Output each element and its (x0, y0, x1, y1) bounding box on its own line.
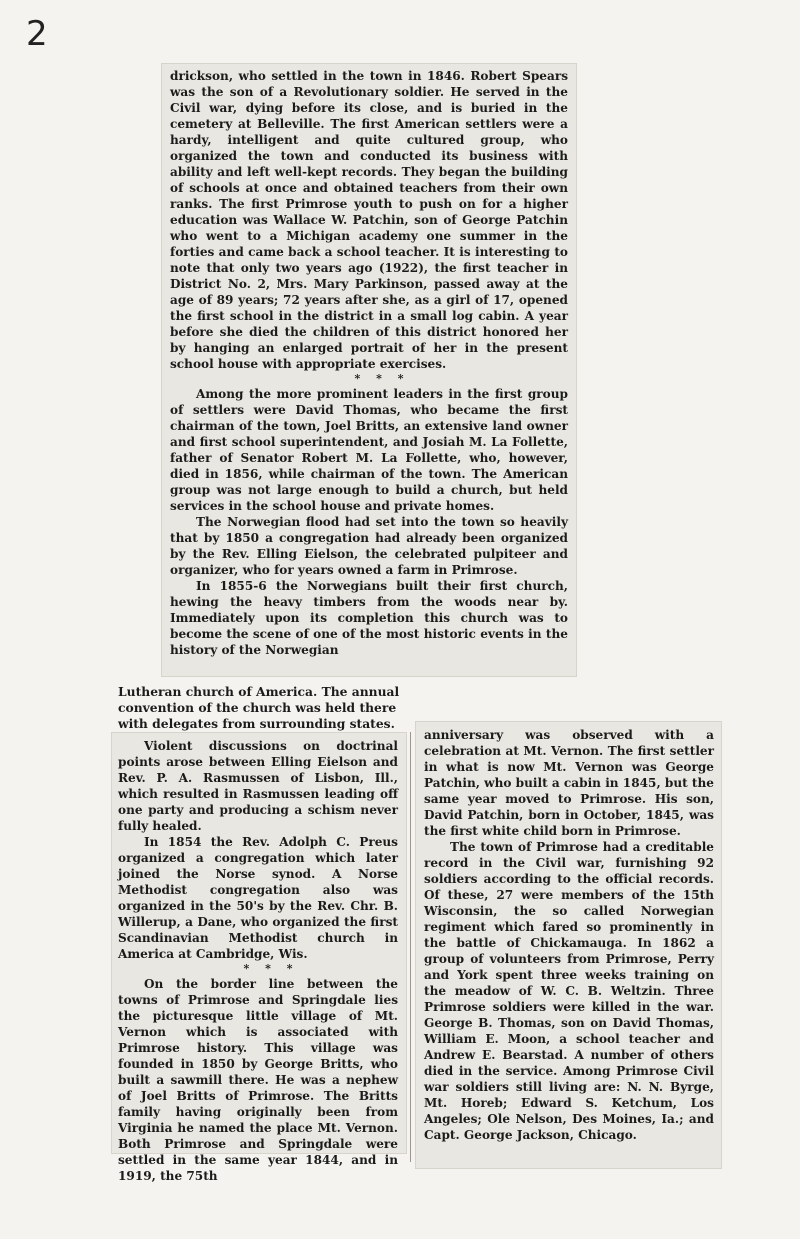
page-number: 2 (26, 14, 48, 54)
paragraph: Violent discussions on doctrinal points arose between Elling Eielson and Rev. P. A. Rasmussen of Lisbon, Ill., which resulted in Rasmussen leading off one party and producing a schism never fully healed. (118, 739, 398, 833)
paragraph: Among the more prominent leaders in the first group of settlers were David Thomas, who became the first chairman of the town, Joel Britts, an extensive land owner and first school superintendent, and Josiah M. La Follette, father of Senator Robert M. La Follette, who, however, died in 1856, while chairman of the town. The American group was not large enough to build a church, but held services in the school house and private homes. (170, 387, 568, 513)
paragraph: Lutheran church of America. The annual convention of the church was held there with delegates from surrounding states. (118, 684, 400, 732)
paragraph: The town of Primrose had a creditable record in the Civil war, furnishing 92 soldiers according to the official records. Of these, 27 were members of the 15th Wisconsin, the so called Norwegian regiment which fared so prominently in the battle of Chickamauga. In 1862 a group of volunteers from Primrose, Perry and York spent three weeks training on the meadow of W. C. B. Weltzin. Three Primrose soldiers were killed in the war. George B. Thomas, son on David Thomas, William E. Moon, a school teacher and Andrew E. Bearstad. A number of others died in the service. Among Primrose Civil war soldiers still living are: N. N. Byrge, Mt. Horeb; Edward S. Ketchum, Los Angeles; Ole Nelson, Des Moines, Ia.; and Capt. George Jackson, Chicago. (424, 840, 714, 1142)
paragraph: anniversary was observed with a celebration at Mt. Vernon. The first settler in what is now Mt. Vernon was George Patchin, who built a cabin in 1845, but the same year moved to Primrose. His son, David Patchin, born in October, 1845, was the first white child born in Primrose. (424, 728, 714, 838)
column-rule (410, 732, 411, 1162)
article-left-column (118, 738, 398, 1184)
paragraph: The Norwegian flood had set into the town so heavily that by 1850 a congregation had already been organized by the Rev. Elling Eielson, the celebrated pulpiteer and organizer, who for years owned a farm in Primrose. (170, 515, 568, 577)
article-right-column (424, 727, 714, 1143)
paragraph: In 1854 the Rev. Adolph C. Preus organized a congregation which later joined the Norse synod. A Norse Methodist congregation also was organized in the 50's by the Rev. Chr. B. Willerup, a Dane, who organized the first Scandinavian Methodist church in America at Cambridge, Wis. (118, 835, 398, 961)
article-top-column (170, 68, 568, 658)
article-band (118, 684, 418, 733)
paragraph: In 1855-6 the Norwegians built their first church, hewing the heavy timbers from the woods near by. Immediately upon its completion this church was to become the scene of one of the most historic events in the history of the Norwegian (170, 579, 568, 657)
section-divider: * * * (243, 962, 299, 975)
paragraph: On the border line between the towns of Primrose and Springdale lies the picturesque little village of Mt. Vernon which is associated with Primrose history. This village was founded in 1850 by George Britts, who built a sawmill there. He was a nephew of Joel Britts of Primrose. The Britts family having originally been from Virginia he named the place Mt. Vernon. Both Primrose and Springdale were settled in the same year 1844, and in 1919, the 75th (118, 977, 398, 1183)
paragraph: drickson, who settled in the town in 1846. Robert Spears was the son of a Revolutionary soldier. He served in the Civil war, dying before its close, and is buried in the cemetery at Belleville. The first American settlers were a hardy, intelligent and quite cultured group, who organized the town and conducted its business with ability and left well-kept records. They began the building of schools at once and obtained teachers from their own ranks. The first Primrose youth to push on for a higher education was Wallace W. Patchin, son of George Patchin who went to a Michigan academy one summer in the forties and came back a school teacher. It is interesting to note that only two years ago (1922), the first teacher in District No. 2, Mrs. Mary Parkinson, passed away at the age of 89 years; 72 years after she, as a girl of 17, opened the first school in the district in a small log cabin. A year before she died the children of this district honored her by hanging an enlarged portrait of her in the present school house with appropriate exercises. (170, 69, 568, 371)
section-divider: * * * (354, 372, 410, 385)
